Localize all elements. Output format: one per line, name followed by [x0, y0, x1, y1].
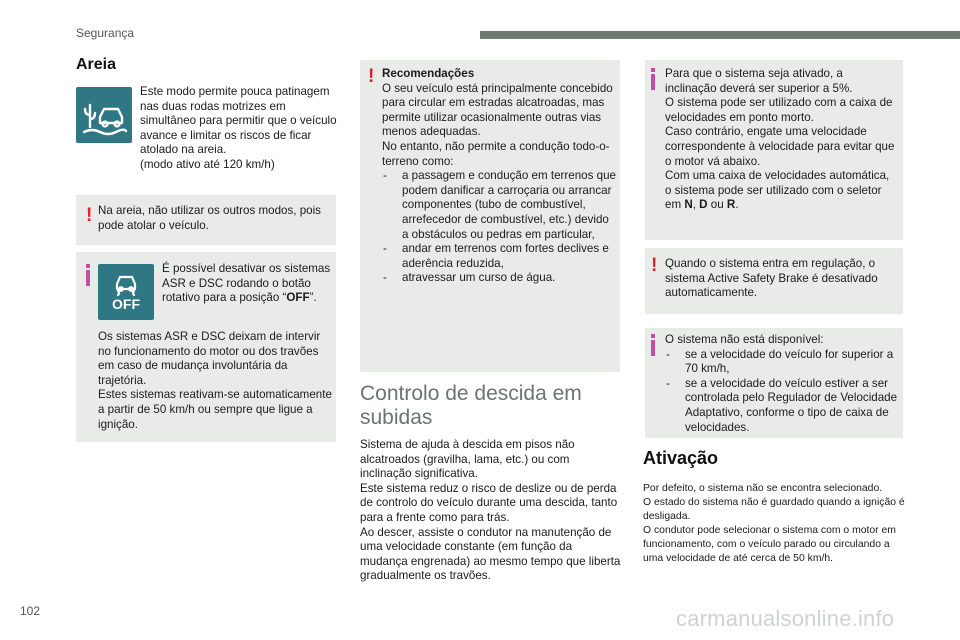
header-section-title: Segurança — [76, 26, 135, 40]
recomendacoes-title: Recomendações — [382, 67, 475, 80]
info-icon — [86, 270, 90, 286]
asr-dsc-off-icon — [98, 264, 154, 320]
info-note-activation-conditions — [645, 60, 903, 240]
warning-icon: ! — [368, 66, 375, 87]
heading-controlo-descida: Controlo de descida em subidas — [360, 382, 582, 429]
info-note-unavailable — [645, 328, 903, 438]
warning-icon: ! — [86, 205, 93, 226]
ativacao-description: Por defeito, o sistema não se encontra selecionado. O estado do sistema não é guardado quando a ignição é desligada. O condutor pode selecionar o sistema com o motor em funcionamento, com o veículo parado ou circulando a uma velocidade de até cerca de 50 km/h. — [643, 483, 905, 564]
unavailable-content — [665, 333, 901, 435]
warning-note-regulacao — [645, 248, 903, 314]
sand-mode-description: Este modo permite pouca patinagem nas duas rodas motrizes em simultâneo para permitir que o veículo avance e limitar os riscos de ficar atolado na areia. (modo ativo até 120 km/h) — [140, 85, 337, 171]
info-icon — [651, 340, 655, 356]
info-icon — [651, 74, 655, 90]
warning-note-recomendacoes — [360, 60, 620, 372]
list-item: - atravessar um curso de água. — [382, 271, 618, 286]
warning-text: Na areia, não utilizar os outros modos, pois pode atolar o veículo. — [98, 204, 321, 232]
info-text-asr-dsc: Os sistemas ASR e DSC deixam de intervir no funcionamento do motor ou dos travões em caso de mudança involuntária da trajetória. Estes sistemas reativam-se automaticamente a partir de 50 km/h ou sempre que ligue a ignição. — [98, 330, 332, 431]
sand-mode-icon — [76, 87, 132, 143]
unavailable-list — [665, 348, 901, 436]
recomendacoes-list — [382, 169, 618, 286]
watermark: carmanualsonline.info — [676, 606, 895, 631]
heading-areia: Areia — [76, 56, 117, 73]
list-item: - se a velocidade do veículo for superior a 70 km/h, — [665, 348, 901, 377]
list-item: - se a velocidade do veículo estiver a ser controlada pelo Regulador de Velocidade Adaptativo, conforme o tipo de caixa de velocidades. — [665, 377, 901, 435]
info-text-off: É possível desativar os sistemas ASR e DSC rodando o botão rotativo para a posição “OFF”. — [162, 262, 331, 305]
page-number: 102 — [20, 604, 41, 618]
header-bar — [480, 31, 960, 39]
off-label: OFF — [112, 296, 140, 312]
regulacao-text: Quando o sistema entra em regulação, o sistema Active Safety Brake é desativado automaticamente. — [665, 257, 878, 300]
heading-ativacao: Ativação — [643, 448, 719, 468]
recomendacoes-text: O seu veículo está principalmente concebido para circular em estradas alcatroadas, mas permite utilizar ocasionalmente outras vias menos adequadas. No entanto, não permite a condução todo-o-terreno como: — [382, 81, 613, 168]
warning-icon: ! — [651, 255, 658, 276]
unavailable-text: O sistema não está disponível: — [665, 333, 824, 346]
activation-conditions-text: Para que o sistema seja ativado, a inclinação deverá ser superior a 5%. O sistema pode ser utilizado com a caixa de velocidades em ponto morto. Caso contrário, engate uma velocidade correspondente à velocidade para evitar que o motor vá abaixo. Com uma caixa de velocidades automática, o sistema pode ser utilizado com o seletor em N, D ou R. — [665, 67, 895, 212]
list-item: - andar em terrenos com fortes declives e aderência reduzida, — [382, 242, 618, 271]
list-item: - a passagem e condução em terrenos que podem danificar a carroçaria ou arrancar componentes (tubo de combustível, arrefecedor de combustível, etc.) devido a obstáculos ou pedras em particular, — [382, 169, 618, 242]
warning-note-sand — [76, 195, 336, 245]
controlo-description: Sistema de ajuda à descida em pisos não alcatroados (gravilha, lama, etc.) ou com inclinação significativa. Este sistema reduz o risco de deslize ou de perda de controlo do veículo durante uma descida, tanto para a frente como para trás. Ao descer, assiste o condutor na manutenção de uma velocidade constante (em função da mudança engrenada) ao mesmo tempo que liberta gradualmente os travões. — [360, 438, 621, 583]
recomendacoes-content — [382, 67, 618, 286]
